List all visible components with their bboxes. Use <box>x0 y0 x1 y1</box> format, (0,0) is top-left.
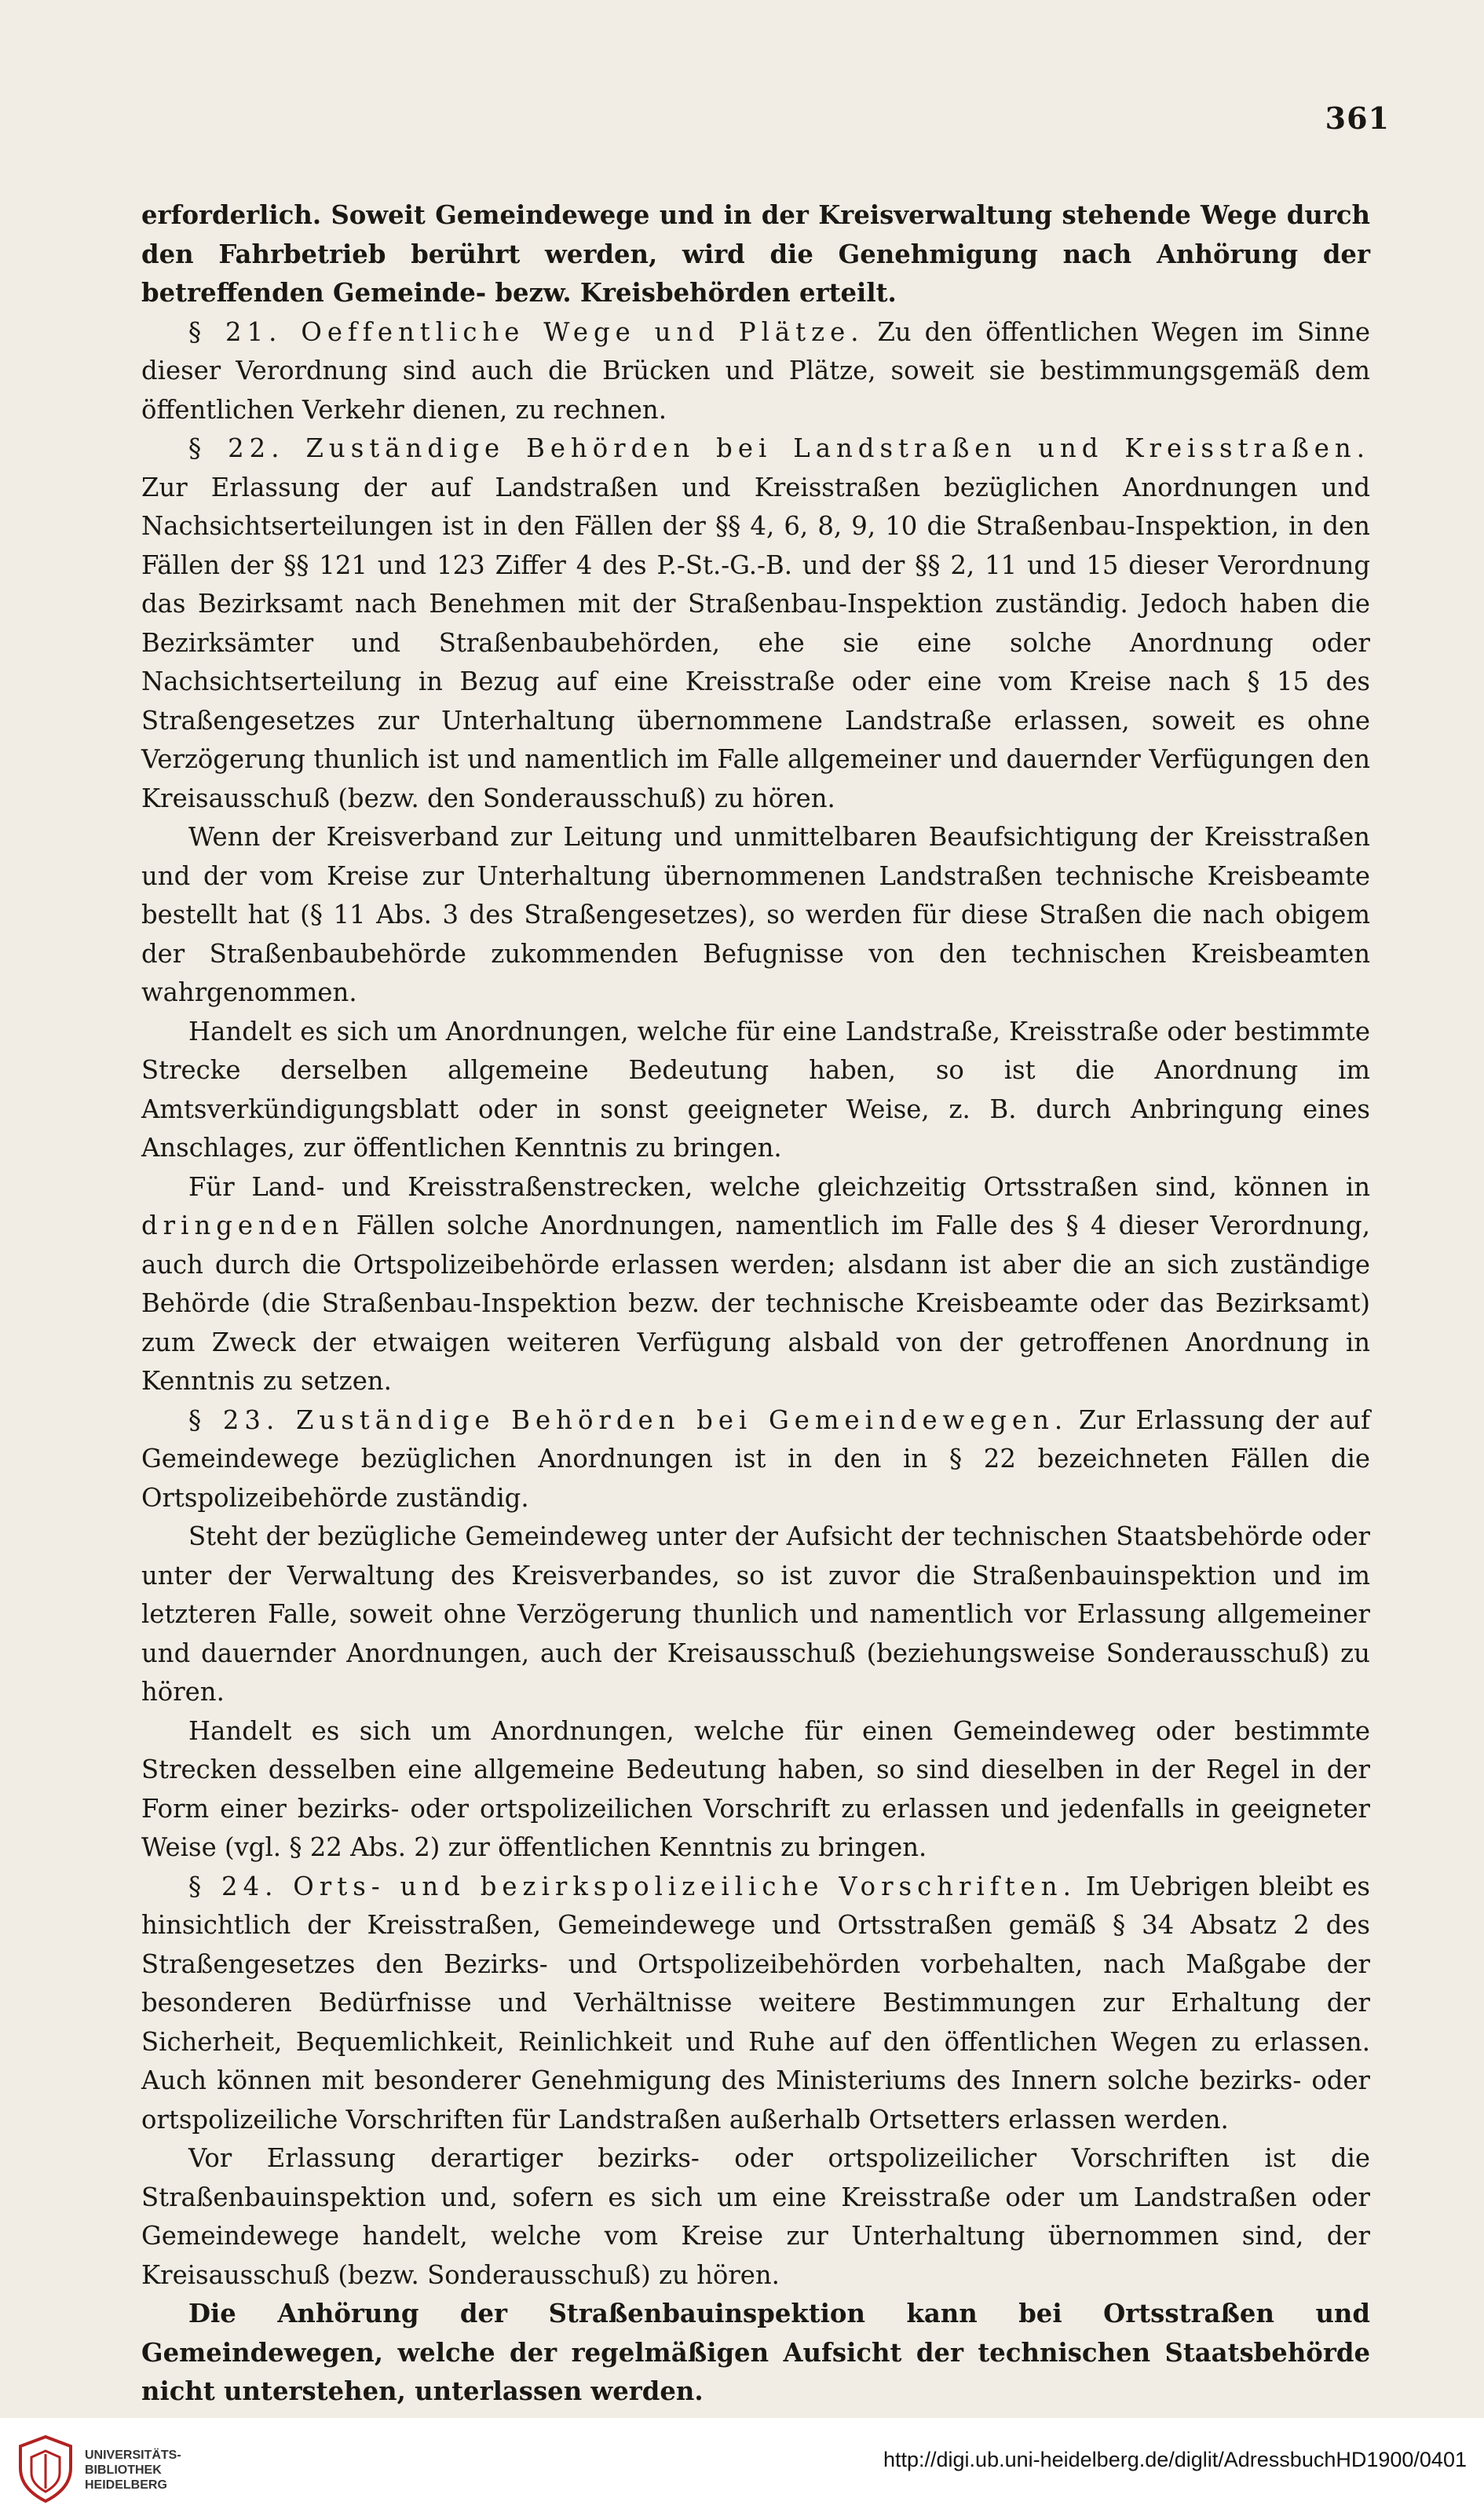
section-24 <box>141 1868 1370 2140</box>
footer-bar <box>0 2418 1484 2520</box>
section-heading: § 22. Zuständige Behörden bei Landstraßen und Kreisstraßen. <box>188 433 1370 463</box>
section-text: Zur Erlassung der auf Landstraßen und Kreisstraßen bezüglichen Anordnungen und Nachsichtserteilungen ist in den Fällen der §§ 4, 6, 8, 9, 10 die Straßenbau-Inspektion, in den Fällen der §§ 121 und 123 Ziffer 4 des P.-St.-G.-B. und der §§ 2, 11 und 15 dieser Verordnung das Bezirksamt nach Benehmen mit der Straßenbau-Inspektion zuständig. Jedoch haben die Bezirksämter und Straßenbaubehörden, ehe sie eine solche Anordnung oder Nachsichtserteilung in Bezug auf eine Kreisstraße oder eine vom Kreise nach § 15 des Straßengesetzes zur Unterhaltung übernommene Landstraße erlassen, soweit es ohne Verzögerung thunlich ist und namentlich im Falle allgemeiner und dauernder Verfügungen den Kreisausschuß (bezw. den Sonderausschuß) zu hören. <box>141 472 1370 813</box>
seal-icon <box>14 2434 77 2504</box>
logo-line: BIBLIOTHEK <box>85 2463 162 2477</box>
page-number: 361 <box>1325 100 1390 136</box>
section-heading: § 24. Orts- und bezirkspolizeiliche Vorschriften. <box>188 1871 1076 1901</box>
logo-line: UNIVERSITÄTS- <box>85 2449 181 2462</box>
paragraph: Steht der bezügliche Gemeindeweg unter der Aufsicht der technischen Staatsbehörde oder unter der Verwaltung des Kreisverbandes, so ist zuvor die Straßenbauinspektion und im letzteren Falle, soweit ohne Verzögerung thunlich und namentlich vor Erlassung allgemeiner und dauernder Anordnungen, auch der Kreisausschuß (beziehungsweise Sonderausschuß) zu hören. <box>141 1521 1370 1707</box>
library-logo[interactable] <box>14 2432 218 2507</box>
paragraph: Handelt es sich um Anordnungen, welche für einen Gemeindeweg oder bestimmte Strecken desselben eine allgemeine Bedeutung haben, so sind dieselben in der Regel in der Form einer bezirks- oder ortspolizeilichen Vorschrift zu erlassen und jedenfalls in geeigneter Weise (vgl. § 22 Abs. 2) zur öffentlichen Kenntnis zu bringen. <box>141 1715 1370 1862</box>
section-text: Zu den öffentlichen Wegen im Sinne dieser Verordnung sind auch die Brücken und Plätze, soweit sie bestimmungsgemäß dem öffentlichen Verkehr dienen, zu rechnen. <box>141 316 1370 425</box>
source-url-link[interactable]: http://digi.ub.uni-heidelberg.de/diglit/AdressbuchHD1900/0401 <box>883 2448 1467 2471</box>
document-body <box>141 196 1370 2450</box>
paragraph-text: Fällen solche Anordnungen, namentlich im Falle des § 4 dieser Verordnung, auch durch die Ortspolizeibehörde erlassen werden; alsdann ist aber die an sich zuständige Behörde (die Straßenbau-Inspektion bezw. der technische Kreisbeamte oder das Bezirksamt) zum Zweck der etwaigen weiteren Verfügung alsbald von der getroffenen Anordnung in Kenntnis zu setzen. <box>141 1211 1370 1396</box>
section-text: Im Uebrigen bleibt es hinsichtlich der Kreisstraßen, Gemeindewege und Ortsstraßen gemäß § 34 Absatz 2 des Straßengesetzes den Bezirks- und Ortspolizeibehörden vorbehalten, nach Maßgabe der besonderen Bedürfnisse und Verhältnisse weitere Bestimmungen zur Erhaltung der Sicherheit, Bequemlichkeit, Reinlichkeit und Ruhe auf den öffentlichen Wegen zu erlassen. Auch können mit besonderer Genehmigung des Ministeriums des Innern solche bezirks- oder ortspolizeiliche Vorschriften für Landstraßen außerhalb Ortsetters erlassen werden. <box>141 1871 1370 2135</box>
paragraph: Wenn der Kreisverband zur Leitung und unmittelbaren Beaufsichtigung der Kreisstraßen und der vom Kreise zur Unterhaltung übernommenen Landstraßen technische Kreisbeamte bestellt hat (§ 11 Abs. 3 des Straßengesetzes), so werden für diese Straßen die nach obigem der Straßenbaubehörde zukommenden Befugnisse von den technischen Kreisbeamten wahrgenommen. <box>141 822 1370 1007</box>
section-22 <box>141 429 1370 818</box>
paragraph-text: Für Land- und Kreisstraßenstrecken, welche gleichzeitig Ortsstraßen sind, können in <box>188 1171 1370 1202</box>
logo-line: HEIDELBERG <box>85 2478 167 2492</box>
logo-text <box>85 2448 181 2493</box>
section-21 <box>141 313 1370 430</box>
paragraph: Die Anhörung der Straßenbauinspektion kann bei Ortsstraßen und Gemeindewegen, welche der regelmäßigen Aufsicht der technischen Staatsbehörde nicht unterstehen, unterlassen werden. <box>141 2299 1370 2406</box>
paragraph <box>141 1168 1370 1401</box>
section-text: Zur Erlassung der auf Gemeindewege bezüglichen Anordnungen ist in den in § 22 bezeichneten Fällen die Ortspolizeibehörde zuständig. <box>141 1404 1370 1513</box>
paragraph: Handelt es sich um Anordnungen, welche für eine Landstraße, Kreisstraße oder bestimmte Strecke derselben allgemeine Bedeutung haben, so ist die Anordnung im Amtsverkündigungsblatt oder in sonst geeigneter Weise, z. B. durch Anbringung eines Anschlages, zur öffentlichen Kenntnis zu bringen. <box>141 1016 1370 1163</box>
emphasized-word: dringenden <box>141 1211 345 1240</box>
section-heading: § 23. Zuständige Behörden bei Gemeindewegen. <box>188 1404 1069 1435</box>
paragraph: Vor Erlassung derartiger bezirks- oder ortspolizeilicher Vorschriften ist die Straßenbauinspektion und, sofern es sich um eine Kreisstraße oder um Landstraßen oder Gemeindewege handelt, welche vom Kreise zur Unterhaltung übernommen sind, der Kreisausschuß (bezw. Sonderausschuß) zu hören. <box>141 2143 1370 2290</box>
section-heading: § 21. Oeffentliche Wege und Plätze. <box>188 316 864 347</box>
section-23 <box>141 1401 1370 1518</box>
paragraph: erforderlich. Soweit Gemeindewege und in der Kreisverwaltung stehende Wege durch den Fahrbetrieb berührt werden, wird die Genehmigung nach Anhörung der betreffenden Gemeinde- bezw. Kreisbehörden erteilt. <box>141 200 1370 308</box>
